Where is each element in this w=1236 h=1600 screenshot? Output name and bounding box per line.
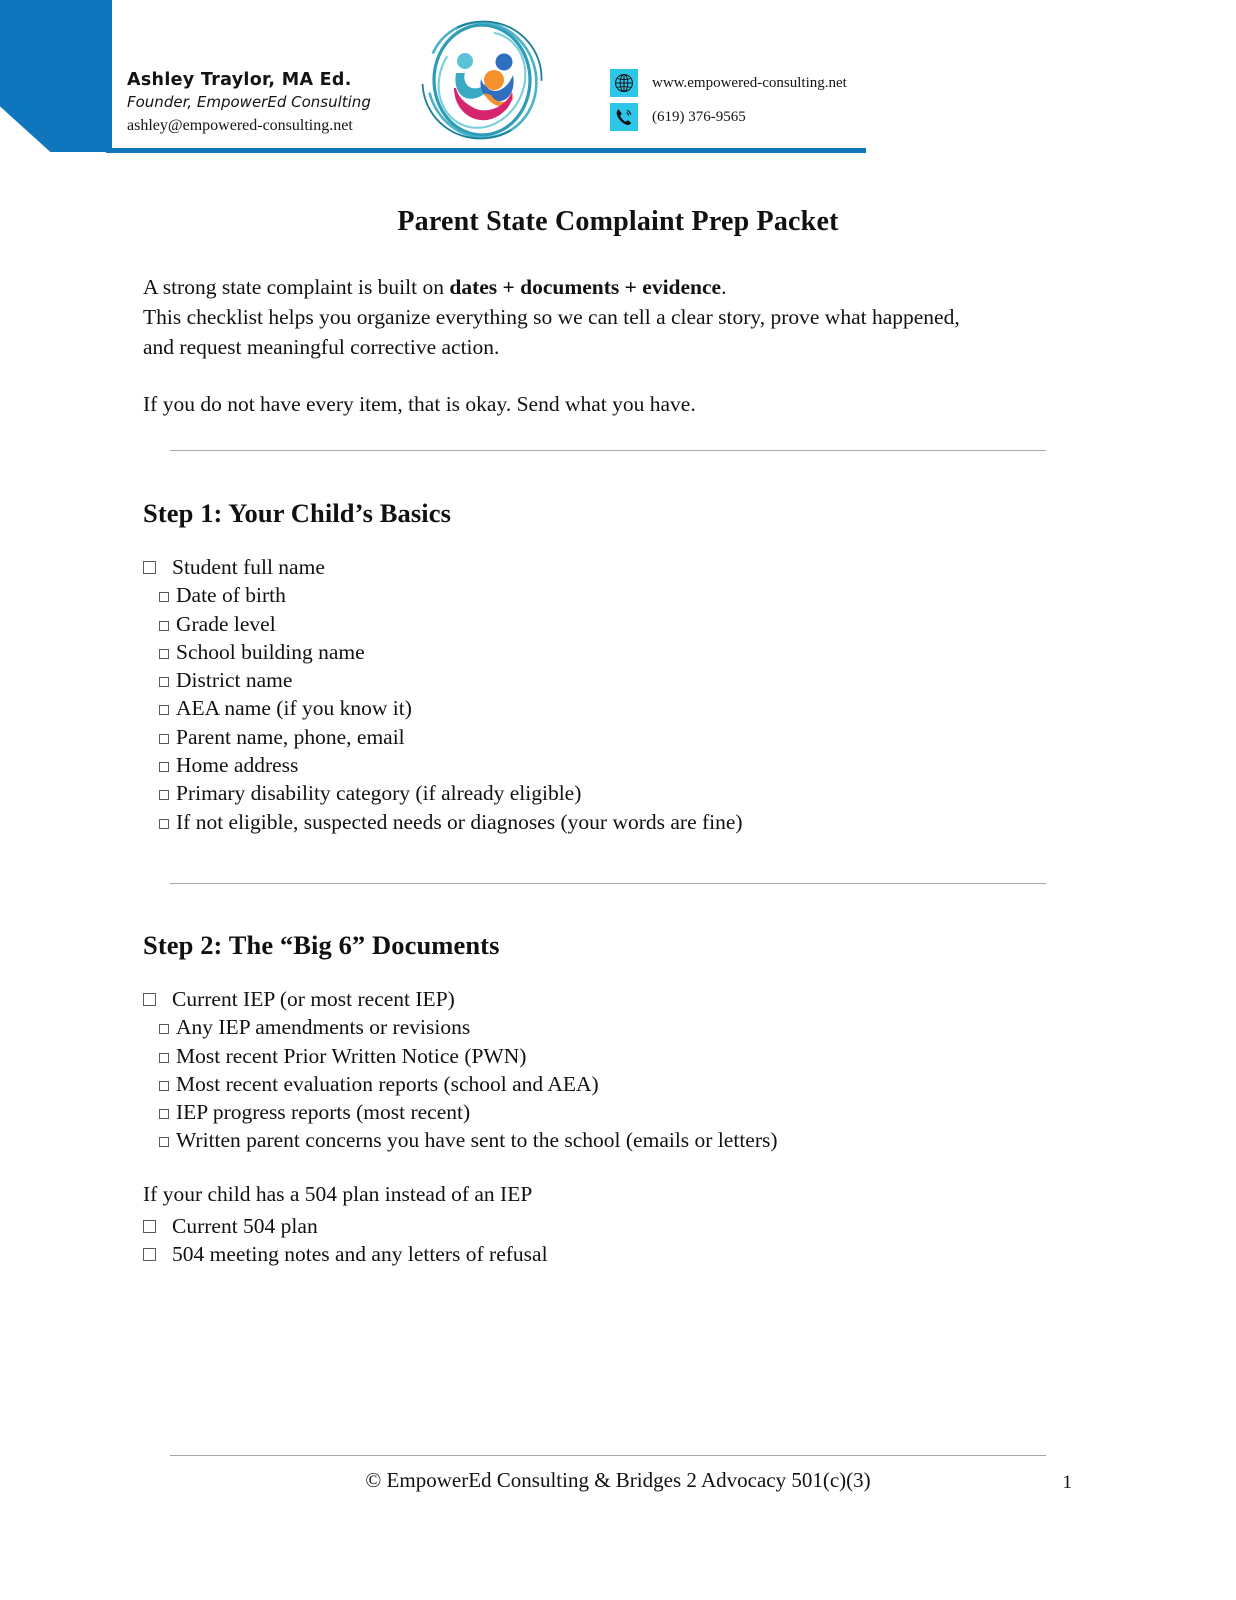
checkbox-icon[interactable] (159, 762, 169, 772)
intro-line-1-prefix: A strong state complaint is built on (143, 275, 450, 299)
consultant-email: ashley@empowered-consulting.net (127, 117, 353, 134)
checklist-item[interactable] (143, 779, 1103, 807)
checklist-item-label: Most recent Prior Written Notice (PWN) (176, 1043, 527, 1068)
checklist-item-label: If not eligible, suspected needs or diagnoses (your words are fine) (176, 809, 743, 834)
checkbox-icon[interactable] (143, 561, 156, 574)
checklist-item[interactable] (143, 1212, 1103, 1240)
checklist-item[interactable] (143, 1070, 1103, 1098)
checklist-item[interactable] (143, 1126, 1103, 1154)
checklist-item-label: Parent name, phone, email (176, 724, 405, 749)
website-text: www.empowered-consulting.net (652, 74, 847, 91)
phone-text: (619) 376-9565 (652, 108, 746, 125)
checklist-item[interactable] (143, 666, 1103, 694)
checklist-item[interactable] (143, 553, 1103, 581)
consultant-name: Ashley Traylor, MA Ed. (127, 70, 352, 90)
checkbox-icon[interactable] (159, 592, 169, 602)
checklist-item[interactable] (143, 610, 1103, 638)
letterhead-blue-wedge (0, 0, 112, 152)
page-title: Parent State Complaint Prep Packet (397, 206, 839, 237)
intro-line-1-suffix: . (721, 275, 727, 299)
checkbox-icon[interactable] (159, 1109, 169, 1119)
checkbox-icon[interactable] (159, 734, 169, 744)
checkbox-icon[interactable] (143, 1248, 156, 1261)
checkbox-icon[interactable] (159, 677, 169, 687)
checklist-item[interactable] (143, 723, 1103, 751)
footer-copyright: © EmpowerEd Consulting & Bridges 2 Advocacy 501(c)(3) (365, 1468, 871, 1492)
section-step-2 (143, 930, 1103, 1269)
checklist-item[interactable] (143, 751, 1103, 779)
letterhead-contact (610, 66, 940, 134)
checkbox-icon[interactable] (159, 1024, 169, 1034)
checklist-item-label: School building name (176, 639, 365, 664)
letterhead-blue-rule (106, 148, 866, 153)
checklist-item-label: Student full name (172, 555, 325, 579)
checkbox-icon[interactable] (159, 705, 169, 715)
checklist-step-1 (143, 553, 1103, 836)
contact-row-phone[interactable] (610, 100, 940, 134)
checklist-item-label: Written parent concerns you have sent to the school (emails or letters) (176, 1128, 778, 1153)
checklist-item-label: Home address (176, 753, 299, 778)
checkbox-icon[interactable] (143, 993, 156, 1006)
checklist-item-label: District name (176, 668, 293, 693)
empowered-consulting-logo (418, 18, 546, 142)
checklist-item-label: IEP progress reports (most recent) (176, 1100, 471, 1125)
checkbox-icon[interactable] (159, 649, 169, 659)
phone-icon (610, 103, 638, 131)
checklist-item-label: Any IEP amendments or revisions (176, 1015, 471, 1040)
footer-divider (170, 1455, 1046, 1456)
letterhead (0, 0, 1236, 160)
checklist-item[interactable] (143, 638, 1103, 666)
contact-row-website[interactable] (610, 66, 940, 100)
checklist-item[interactable] (143, 985, 1103, 1013)
checklist-504 (143, 1212, 1103, 1269)
section-divider-2 (170, 883, 1046, 884)
intro-text (143, 272, 1048, 419)
intro-line-4: If you do not have every item, that is okay. Send what you have. (143, 392, 696, 416)
checkbox-icon[interactable] (159, 819, 169, 829)
checklist-item-label: Date of birth (176, 583, 286, 608)
page-number: 1 (1062, 1472, 1072, 1493)
checklist-item-label: Current 504 plan (172, 1214, 318, 1239)
checklist-item-label: Grade level (176, 611, 276, 636)
checklist-item[interactable] (143, 694, 1103, 722)
globe-icon (610, 69, 638, 97)
checklist-item-label: Primary disability category (if already eligible) (176, 781, 582, 806)
checkbox-icon[interactable] (159, 621, 169, 631)
checklist-item[interactable] (143, 581, 1103, 609)
checkbox-icon[interactable] (159, 1137, 169, 1147)
checklist-item[interactable] (143, 1240, 1103, 1268)
checklist-item[interactable] (143, 1042, 1103, 1070)
letterhead-identity (127, 70, 427, 135)
checklist-item-label: 504 meeting notes and any letters of refusal (172, 1242, 548, 1267)
section-heading-step-2: Step 2: The “Big 6” Documents (143, 930, 500, 960)
checkbox-icon[interactable] (159, 790, 169, 800)
intro-line-2: This checklist helps you organize everything so we can tell a clear story, prove what happened, (143, 305, 960, 329)
checkbox-icon[interactable] (159, 1053, 169, 1063)
checklist-item[interactable] (143, 1098, 1103, 1126)
section-heading-step-1: Step 1: Your Child’s Basics (143, 498, 451, 528)
checkbox-icon[interactable] (143, 1220, 156, 1233)
intro-line-1 (143, 272, 1048, 302)
checklist-step-2 (143, 985, 1103, 1155)
checkbox-icon[interactable] (159, 1081, 169, 1091)
section-divider-1 (170, 450, 1046, 451)
checklist-item[interactable] (143, 1013, 1103, 1041)
checklist-item-label: AEA name (if you know it) (176, 696, 412, 721)
checklist-item-label: Most recent evaluation reports (school and AEA) (176, 1071, 599, 1096)
section-step-1 (143, 498, 1103, 836)
checklist-item-label: Current IEP (or most recent IEP) (172, 987, 455, 1011)
consultant-role: Founder, EmpowerEd Consulting (127, 93, 371, 111)
section-note-504: If your child has a 504 plan instead of an IEP (143, 1181, 533, 1206)
intro-line-1-emphasis: dates + documents + evidence (449, 275, 722, 299)
checklist-item[interactable] (143, 808, 1103, 836)
intro-line-3: and request meaningful corrective action. (143, 335, 500, 359)
